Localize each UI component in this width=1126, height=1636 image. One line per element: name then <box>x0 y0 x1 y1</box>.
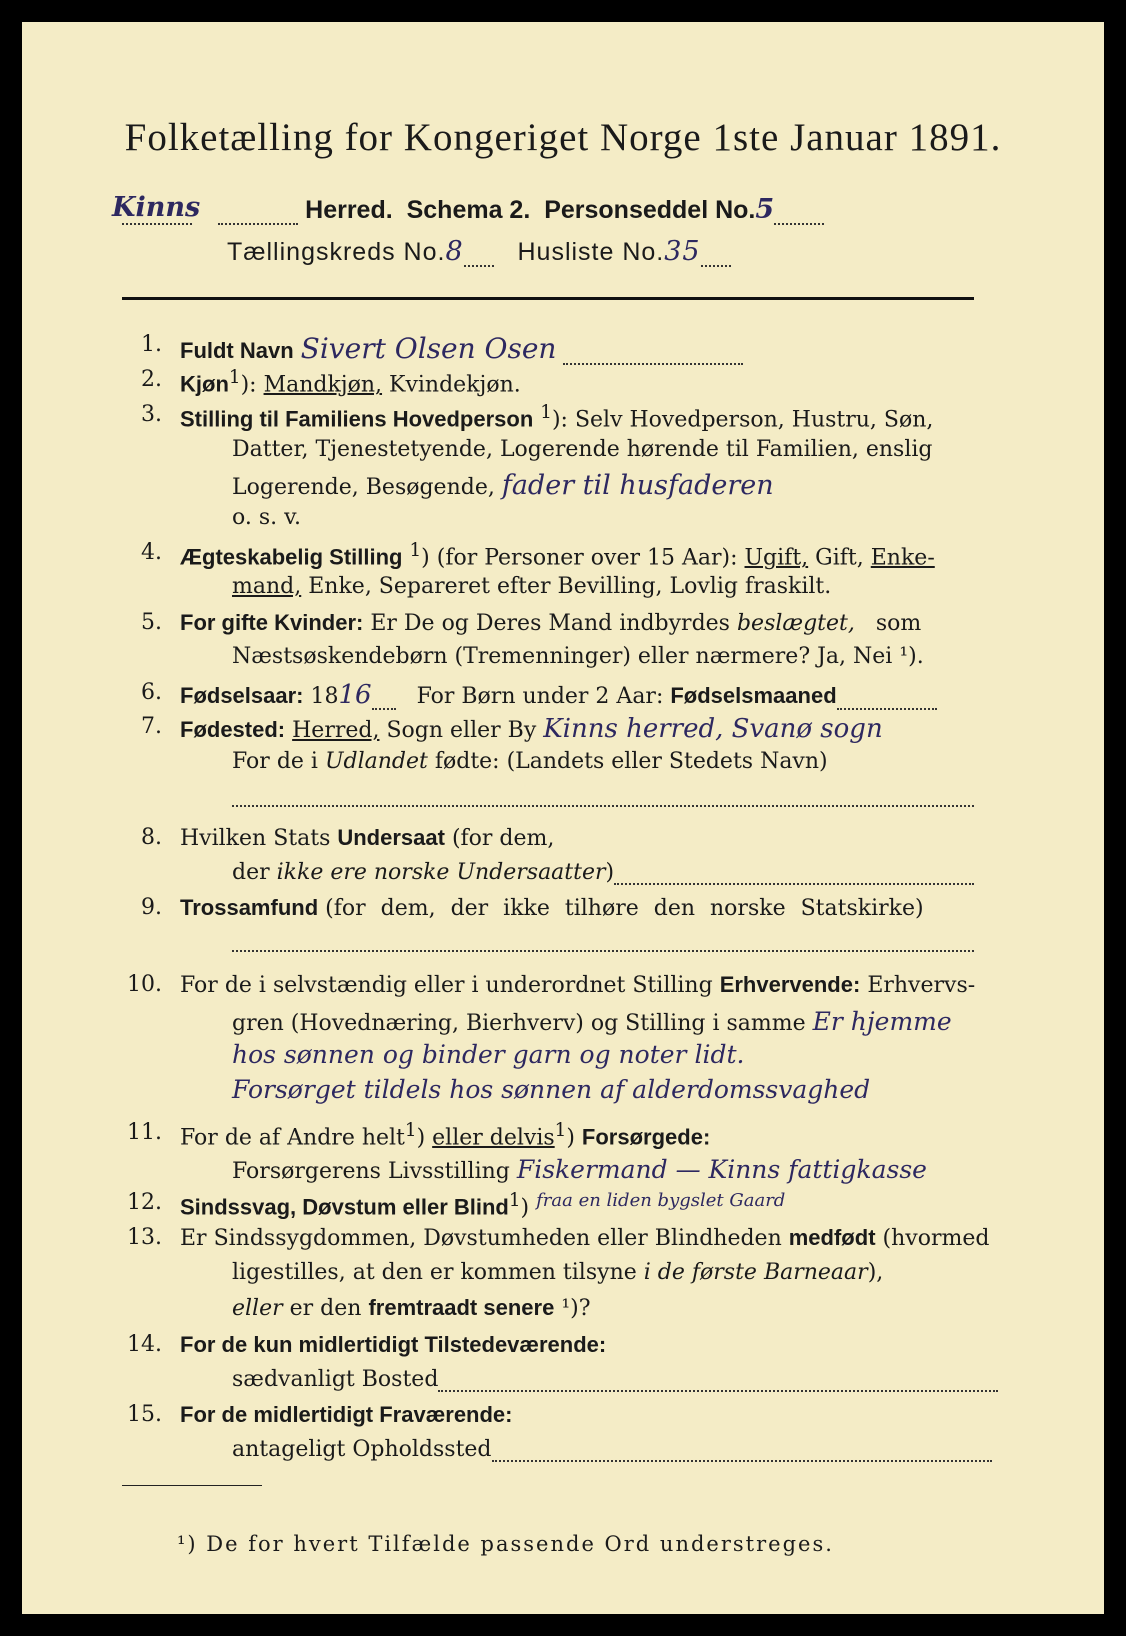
footnote: ¹) De for hvert Tilfælde passende Ord understreges. <box>177 1532 834 1556</box>
temporary-absent-label: For de midlertidigt Fraværende: <box>180 1402 513 1427</box>
item-10-line-2 <box>232 1007 952 1036</box>
family-position-value: fader til husfaderen <box>501 470 774 501</box>
footnote-rule <box>122 1485 262 1486</box>
item-13-line-2 <box>232 1260 883 1285</box>
item-13-text: eller <box>232 1296 283 1321</box>
item-3-line-3 <box>232 470 774 501</box>
item-14-line-1 <box>180 1332 606 1358</box>
occupation-value-1: Er hjemme <box>812 1007 952 1036</box>
herred-label: Herred. <box>305 196 393 224</box>
marital-status-label: Ægteskabelig Stilling <box>180 544 403 570</box>
sex-male-option: Mandkjøn, <box>263 372 383 398</box>
citizenship-label: Undersaat <box>337 825 445 850</box>
item-11-text: Forsørgerens Livsstilling <box>232 1159 510 1184</box>
item-number: 15. <box>127 1402 162 1427</box>
item-5-text: Er De og Deres Mand indbyrdes <box>370 611 730 636</box>
item-10-text: For de i selvstændig eller i underordnet Stilling <box>180 973 713 998</box>
item-13-text: (hvormed <box>882 1226 990 1251</box>
birth-month-label: Fødselsmaaned <box>670 683 837 708</box>
item-number: 4. <box>141 540 162 565</box>
item-number: 10. <box>127 972 162 997</box>
item-4-text: Enke, Separeret efter Bevilling, Lovlig fraskilt. <box>308 574 832 599</box>
birthplace-value: Kinns herred, Svanø sogn <box>543 714 883 744</box>
item-number: 2. <box>141 367 162 392</box>
item-3-text: ): Selv Hovedperson, Hustru, Søn, <box>551 407 934 433</box>
item-9-blank <box>232 927 974 952</box>
item-7-text: For de i <box>232 749 318 774</box>
occupation-value-2: hos sønnen og binder garn og noter lidt. <box>232 1040 745 1069</box>
item-5-line-1 <box>180 610 921 636</box>
item-5-text: som <box>875 611 922 636</box>
item-3-text: Logerende, Besøgende, <box>232 475 495 500</box>
birth-year-value: 16 <box>338 680 372 710</box>
item-13-text: er den <box>289 1296 362 1321</box>
item-number: 6. <box>141 680 162 705</box>
item-8-text: der <box>232 860 270 885</box>
marital-gift: Gift, <box>815 545 864 571</box>
kreds-label: Tællingskreds No. <box>227 238 446 266</box>
birth-year-prefix: 18 <box>310 684 339 709</box>
item-8-text: ) <box>605 860 615 885</box>
family-position-label: Stilling til Familiens Hovedperson <box>180 406 534 432</box>
dependent-label: Forsørgede: <box>581 1124 711 1150</box>
item-1 <box>180 332 743 365</box>
disability-label: Sindssvag, Døvstum eller Blind <box>180 1194 509 1220</box>
item-8-text: ikke ere norske Undersaatter <box>276 860 606 885</box>
item-3-line-1: Stilling til Familiens Hovedperson $^1$): Selv Hovedperson, Hustru, Søn, <box>180 402 934 433</box>
occupation-value-3: Forsørget tildels hos sønnen af alderdomssvaghed <box>232 1075 871 1104</box>
item-10-text: gren (Hovednæring, Bierhverv) og Stilling i samme <box>232 1011 806 1036</box>
item-15-line-1 <box>180 1402 513 1428</box>
marital-ugift: Ugift, <box>744 545 809 571</box>
marital-enke: Enke- <box>870 545 935 571</box>
item-9 <box>180 895 924 921</box>
item-10-line-4 <box>232 1075 870 1104</box>
census-form <box>22 22 1104 1614</box>
item-3-line-4: o. s. v. <box>232 505 301 530</box>
birthplace-label: Fødested: <box>180 717 286 742</box>
item-number: 14. <box>127 1332 162 1357</box>
item-13-text: ligestilles, at den er kommen tilsyne <box>232 1260 637 1285</box>
item-number: 9. <box>141 895 162 920</box>
item-5-line-2: Næstsøskendebørn (Tremenninger) eller nærmere? Ja, Nei ¹). <box>232 644 924 669</box>
full-name-label: Fuldt Navn <box>180 338 294 363</box>
item-11-text: eller delvis <box>432 1125 555 1151</box>
item-10-line-3 <box>232 1040 744 1069</box>
husliste-label: Husliste No. <box>517 238 665 266</box>
item-4-text: ) (for Personer over 15 Aar): <box>421 545 738 571</box>
item-14-line-2 <box>232 1367 998 1392</box>
item-6-text: For Børn under 2 Aar: <box>416 684 664 709</box>
footnote-ref: 1 <box>228 367 241 388</box>
item-15-text: antageligt Opholdssted <box>232 1437 492 1462</box>
item-13-line-3 <box>232 1295 591 1321</box>
marital-enkemand: mand, <box>232 574 302 599</box>
header-rule <box>122 297 974 300</box>
item-number: 8. <box>141 825 162 850</box>
married-women-label: For gifte Kvinder: <box>180 610 364 635</box>
occupation-label: Erhvervende: <box>719 972 861 997</box>
item-7-text: Herred, <box>292 718 380 743</box>
item-number: 12. <box>127 1190 162 1215</box>
form-title: Folketælling for Kongeriget Norge 1ste Januar 1891. <box>124 116 1002 159</box>
item-number: 1. <box>141 332 162 357</box>
item-13-line-1 <box>180 1225 989 1251</box>
item-11-line-1: For de af Andre helt$^1$) eller delvis$^1$) Forsørgede: <box>180 1120 711 1151</box>
item-number: 5. <box>141 610 162 635</box>
item-15-line-2 <box>232 1437 992 1462</box>
sex-female-option: Kvindekjøn. <box>389 372 521 398</box>
item-9-text: (for dem, der ikke tilhøre den norske Statskirke) <box>325 896 924 921</box>
item-14-text: sædvanligt Bosted <box>232 1367 439 1392</box>
item-6 <box>180 680 937 710</box>
husliste-value: 35 <box>664 236 701 267</box>
item-10-text: Erhvervs- <box>867 973 976 998</box>
item-12: Sindssvag, Døvstum eller Blind$^1$) $^{fraa en liden bygslet Gaard}$ <box>180 1190 786 1221</box>
item-11-line-2 <box>232 1155 927 1184</box>
disability-value: fraa en liden bygslet Gaard <box>536 1190 786 1212</box>
item-number: 13. <box>127 1225 162 1250</box>
item-13-text: ¹)? <box>561 1296 591 1321</box>
birth-year-label: Fødselsaar: <box>180 683 304 708</box>
herred-value: Kinns <box>112 192 201 223</box>
item-number: 11. <box>127 1120 162 1145</box>
congenital-label: medfødt <box>788 1225 876 1250</box>
item-8-text: (for dem, <box>451 826 555 851</box>
item-7-text: Sogn eller By <box>386 718 537 743</box>
provider-value: Fiskermand — Kinns fattigkasse <box>516 1155 927 1184</box>
item-number: 3. <box>141 402 162 427</box>
item-13-text: Er Sindssygdommen, Døvstumheden eller Blindheden <box>180 1226 782 1251</box>
item-7-text: fødte: (Landets eller Stedets Navn) <box>434 749 828 774</box>
item-11-text: For de af Andre helt <box>180 1125 405 1151</box>
item-5-text: beslægtet, <box>736 611 855 636</box>
personseddel-value: 5 <box>755 194 775 225</box>
schema-label: Schema 2. <box>406 196 531 224</box>
item-10-line-1 <box>180 972 975 998</box>
item-13-text: ), <box>867 1260 884 1285</box>
temporary-present-label: For de kun midlertidigt Tilstedeværende: <box>180 1332 607 1357</box>
full-name-value: Sivert Olsen Osen <box>300 332 557 365</box>
item-7-line-1 <box>180 714 883 744</box>
item-3-line-2: Datter, Tjenestetyende, Logerende hørende til Familien, enslig <box>232 437 933 462</box>
item-number: 7. <box>141 714 162 739</box>
header-line-2 <box>227 236 731 267</box>
item-4-line-2 <box>232 574 831 599</box>
item-2: Kjøn$^1$): Mandkjøn, Kvindekjøn. <box>180 367 521 398</box>
item-13-text: i de første Barneaar <box>643 1260 868 1285</box>
later-onset-label: fremtraadt senere <box>368 1295 555 1320</box>
item-7-blank <box>232 782 974 807</box>
item-8-line-2 <box>232 860 974 885</box>
header-line-1 <box>112 192 824 225</box>
item-8-text: Hvilken Stats <box>180 826 331 851</box>
sex-label: Kjøn <box>180 371 229 397</box>
item-7-text: Udlandet <box>324 749 428 774</box>
item-7-line-2 <box>232 749 828 774</box>
kreds-value: 8 <box>445 236 464 267</box>
item-8-line-1 <box>180 825 554 851</box>
personseddel-label: Personseddel No. <box>544 196 756 224</box>
item-4-line-1: Ægteskabelig Stilling $^1$) (for Personer over 15 Aar): Ugift, Gift, Enke- <box>180 540 935 571</box>
religion-label: Trossamfund <box>180 895 319 920</box>
